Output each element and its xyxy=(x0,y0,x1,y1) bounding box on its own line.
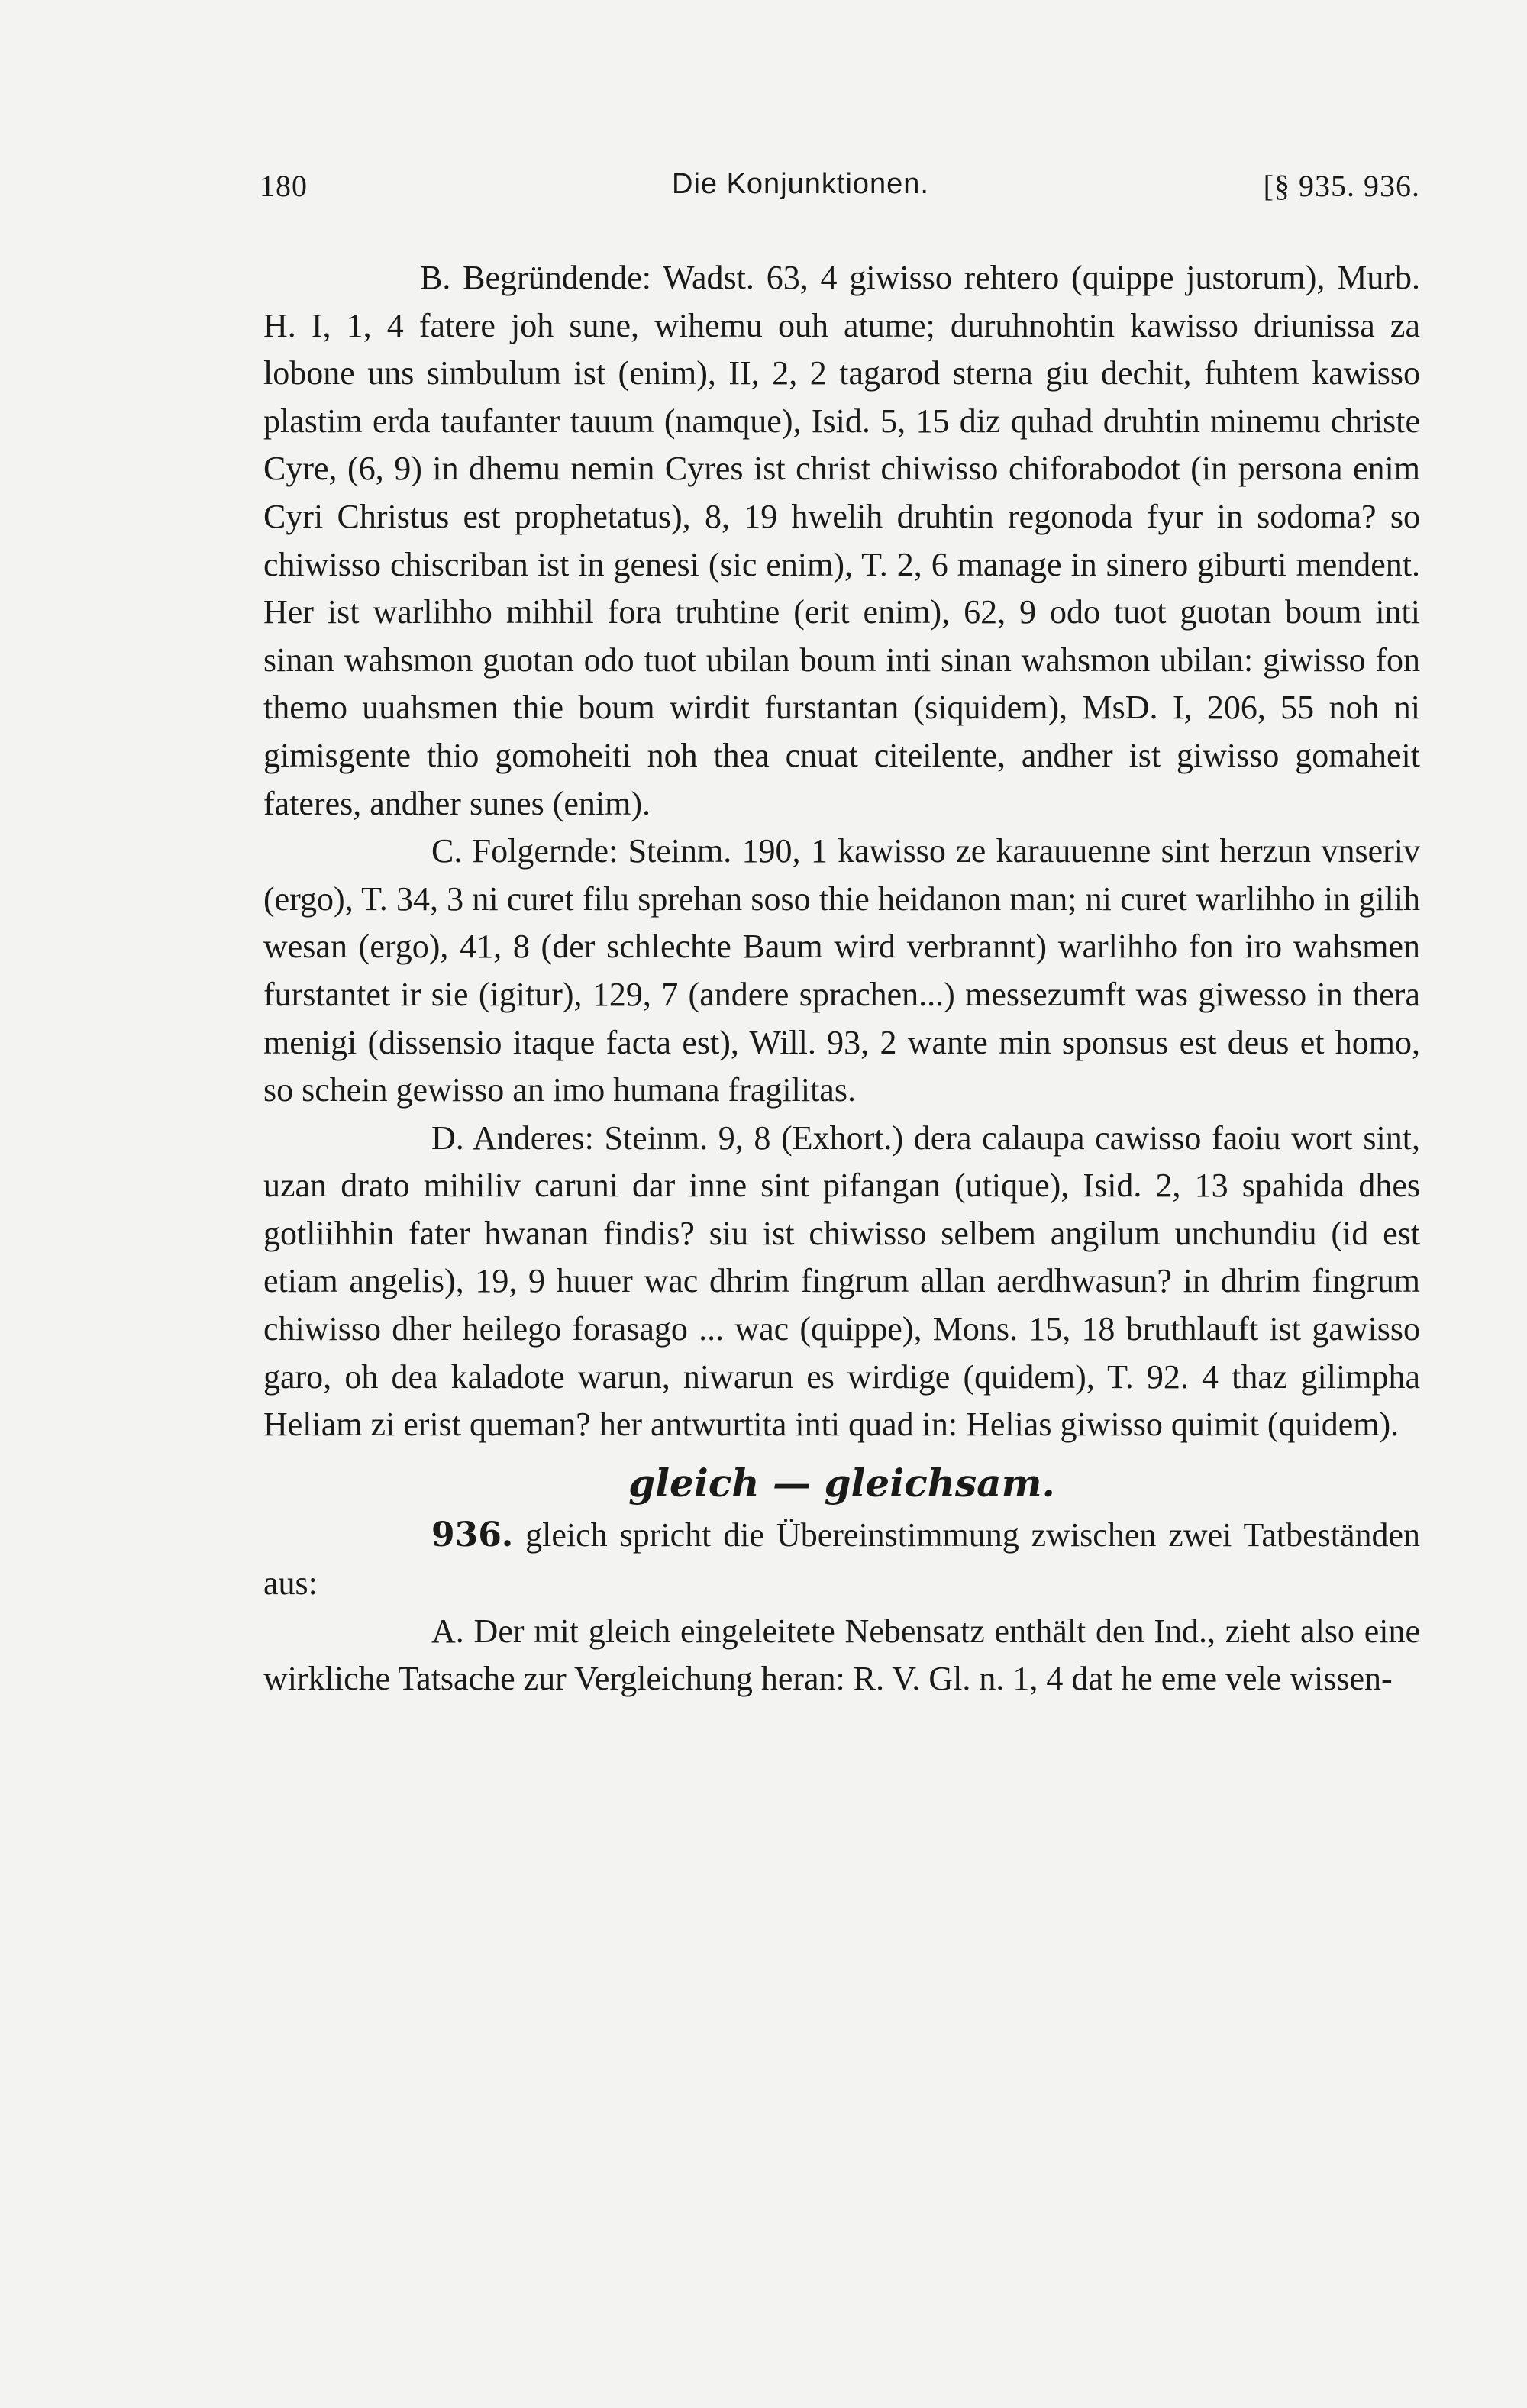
paragraph-b: B. Begründende: Wadst. 63, 4 giwisso rehtero (quippe justorum), Murb. H. I, 1, 4 fatere joh sune, wihemu ouh atume; duruhnohtin kawisso driunissa za lobone uns simbulum ist (enim), II, 2, 2 tagarod sterna giu dechit, fuhtem kawisso plastim erda taufanter tauum (namque), Isid. 5, 15 diz quhad druhtin minemu christe Cyre, (6, 9) in dhemu nemin Cyres ist christ chiwisso chiforabodot (in persona enim Cyri Christus est prophetatus), 8, 19 hwelih druhtin regonoda fyur in sodoma? so chiwisso chiscriban ist in genesi (sic enim), T. 2, 6 manage in sinero giburti mendent. Her ist warlihho mihhil fora truhtine (erit enim), 62, 9 odo tuot guotan boum inti sinan wahsmon guotan odo tuot ubilan boum inti sinan wahsmon ubilan: giwisso fon themo uuahsmen thie boum wirdit furstantan (siquidem), MsD. I, 206, 55 noh ni gimisgente thio gomoheiti noh thea cnuat citeilente, andher ist giwisso gomaheit fateres, andher sunes (enim). xyxy=(263,259,1420,822)
paragraph-936 xyxy=(263,1512,1420,1607)
section-heading: gleich — gleichsam. xyxy=(628,1460,1055,1506)
paragraph-936-text: gleich spricht die Übereinstimmung zwischen zwei Tatbeständen aus: xyxy=(263,1516,1421,1603)
section-reference: [§ 935. 936. xyxy=(1263,169,1420,203)
page-body xyxy=(263,254,1420,1703)
paragraph-936-a: A. Der mit gleich eingeleitete Nebensatz enthält den Ind., zieht also eine wirkliche Tatsache zur Vergleichung heran: R. V. Gl. n. 1, 4 dat he eme vele wissen- xyxy=(263,1612,1420,1698)
paragraph-c: C. Folgernde: Steinm. 190, 1 kawisso ze karauuenne sint herzun vnseriv (ergo), T. 34, 3 ni curet filu sprehan soso thie heidanon man; ni curet warlihho in gilih wesan (ergo), 41, 8 (der schlechte Baum wird verbrannt) warlihho fon iro wahsmen furstantet ir sie (igitur), 129, 7 (andere sprachen...) messezumft was giwesso in thera menigi (dissensio itaque facta est), Will. 93, 2 wante min sponsus est deus et homo, so schein gewisso an imo humana fragilitas. xyxy=(263,832,1420,1109)
page-number: 180 xyxy=(260,169,308,203)
running-header xyxy=(260,168,1420,214)
section-number: 936. xyxy=(431,1515,514,1555)
running-title: Die Konjunktionen. xyxy=(672,168,929,200)
paragraph-d: D. Anderes: Steinm. 9, 8 (Exhort.) dera calaupa cawisso faoiu wort sint, uzan drato mihiliv caruni dar inne sint pifangan (utique), Isid. 2, 13 spahida dhes gotliihhin fater hwanan findis? siu ist chiwisso selbem angilum unchundiu (id est etiam angelis), 19, 9 huuer wac dhrim fingrum allan aerdhwasun? in dhrim fingrum chiwisso dher heilego forasago ... wac (quippe), Mons. 15, 18 bruthlauft ist gawisso garo, oh dea kaladote warun, niwarun es wirdige (quidem), T. 92. 4 thaz gilimpha Heliam zi erist queman? her antwurtita inti quad in: Helias giwisso quimit (quidem). xyxy=(263,1118,1420,1444)
